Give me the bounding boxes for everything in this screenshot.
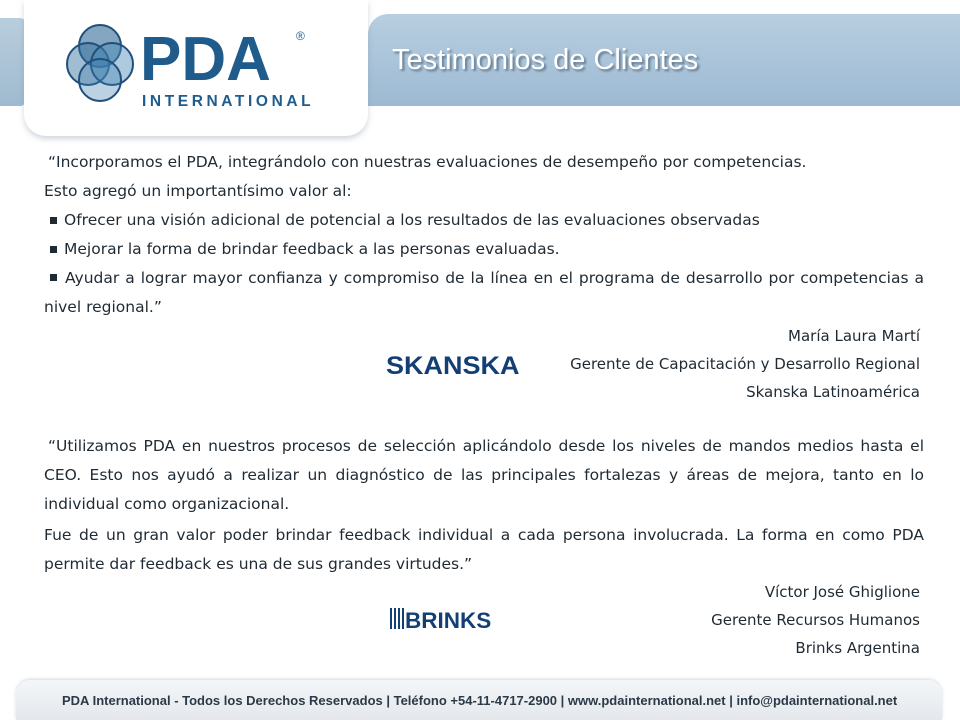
logo-subtitle: INTERNATIONAL [142,93,315,110]
square-bullet-icon [50,274,57,281]
testimonial-brinks [44,432,924,579]
brinks-stripes-icon [390,608,404,629]
page-title: Testimonios de Clientes [392,44,699,76]
testimonial-paragraph: “Utilizamos PDA en nuestros procesos de selección aplicándolo desde los niveles de mandos medios hasta el CEO. Esto nos ayudó a realizar un diagnóstico de las principales fortalezas y áreas de mejora, tanto en lo individual como organizacional. [44,437,924,513]
testimonial-intro-2: Esto agregó un importantísimo valor al: [44,182,352,200]
logo-card [24,0,368,136]
testimonial-intro: “Incorporamos el PDA, integrándolo con nuestras evaluaciones de desempeño por competencias. [48,153,807,171]
bullet-text: Mejorar la forma de brindar feedback a las personas evaluadas. [64,240,560,258]
signature-skanska [570,322,920,406]
author-name: María Laura Martí [788,327,920,345]
registered-mark: ® [296,29,305,43]
author-role: Gerente de Capacitación y Desarrollo Regional [570,355,920,373]
square-bullet-icon [50,217,57,224]
brinks-wordmark: BRINKS [405,608,492,633]
pda-circles-icon [67,25,133,101]
square-bullet-icon [50,246,57,253]
brinks-logo [390,605,512,633]
bullet-text: Ayudar a lograr mayor confianza y compromiso de la línea en el programa de desarrollo por competencias a nivel regional.” [44,269,924,316]
author-role: Gerente Recursos Humanos [711,611,920,629]
footer-contact-text: PDA International - Todos los Derechos Reservados | Teléfono +54-11-4717-2900 | www.pdainternational.net | info@pdainternational.net [62,693,898,708]
logo-word: PDA [140,25,271,94]
author-name: Víctor José Ghiglione [764,583,920,601]
list-item [44,206,924,235]
author-company: Brinks Argentina [795,639,920,657]
author-company: Skanska Latinoamérica [746,383,920,401]
list-item [44,264,924,322]
bullet-text: Ofrecer una visión adicional de potencial a los resultados de las evaluaciones observadas [64,211,760,229]
pda-logo [64,20,334,112]
signature-brinks [711,578,920,662]
skanska-logo: SKANSKA [386,352,520,380]
list-item [44,235,924,264]
testimonial-paragraph: Fue de un gran valor poder brindar feedback individual a cada persona involucrada. La forma en como PDA permite dar feedback es una de sus grandes virtudes.” [44,526,924,573]
header-bar-left [0,18,26,106]
testimonial-skanska [44,148,924,322]
